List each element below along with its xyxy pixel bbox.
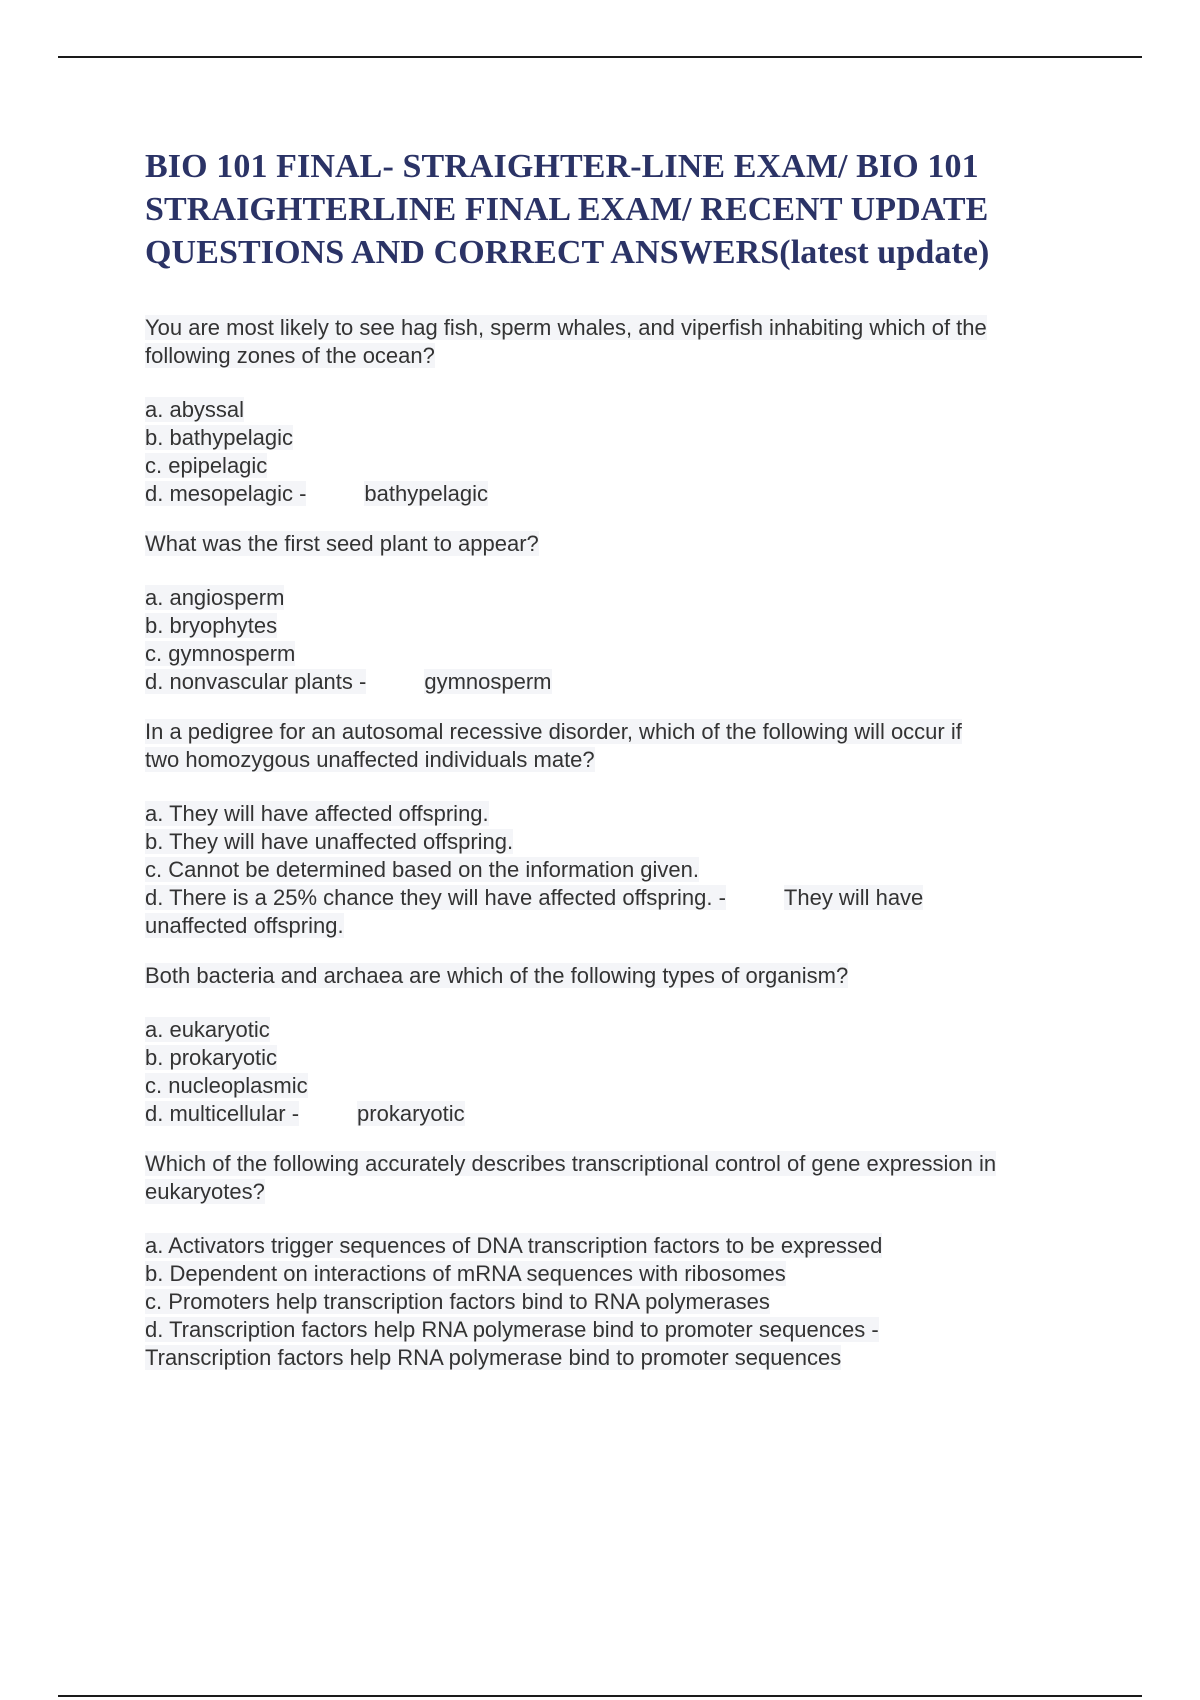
answer-option bbox=[145, 640, 1105, 668]
answer-continuation bbox=[145, 1344, 1105, 1372]
answer-continuation bbox=[145, 912, 1105, 940]
answer-option bbox=[145, 396, 1105, 424]
top-rule bbox=[58, 56, 1142, 58]
answer-option bbox=[145, 452, 1105, 480]
bottom-rule bbox=[58, 1695, 1142, 1697]
answer-option bbox=[145, 1016, 1105, 1044]
correct-answer: gymnosperm bbox=[424, 669, 552, 694]
answer-option bbox=[145, 1260, 1105, 1288]
option-text: c. Cannot be determined based on the information given. bbox=[145, 857, 700, 882]
option-text: c. epipelagic bbox=[145, 453, 268, 478]
document-title bbox=[145, 145, 1105, 274]
answer-option bbox=[145, 584, 1105, 612]
option-text: b. bathypelagic bbox=[145, 425, 293, 450]
question-line: Both bacteria and archaea are which of the following types of organism? bbox=[145, 963, 849, 988]
correct-answer-continued: Transcription factors help RNA polymerase bind to promoter sequences bbox=[145, 1345, 842, 1370]
document-body bbox=[145, 145, 1105, 1394]
option-text: b. They will have unaffected offspring. bbox=[145, 829, 514, 854]
option-text: c. Promoters help transcription factors bind to RNA polymerases bbox=[145, 1289, 770, 1314]
option-text: b. prokaryotic bbox=[145, 1045, 278, 1070]
answer-option bbox=[145, 424, 1105, 452]
answer-option bbox=[145, 1316, 1105, 1344]
question-block-1 bbox=[145, 314, 1105, 508]
question-line: Which of the following accurately describes transcriptional control of gene expression in bbox=[145, 1151, 997, 1176]
question-line: In a pedigree for an autosomal recessive disorder, which of the following will occur if bbox=[145, 719, 962, 744]
answer-option bbox=[145, 1072, 1105, 1100]
answer-option bbox=[145, 1044, 1105, 1072]
question-line: You are most likely to see hag fish, sperm whales, and viperfish inhabiting which of the bbox=[145, 315, 987, 340]
option-text: b. Dependent on interactions of mRNA sequences with ribosomes bbox=[145, 1261, 786, 1286]
title-line-2: STRAIGHTERLINE FINAL EXAM/ RECENT UPDATE bbox=[145, 191, 989, 228]
option-text: a. They will have affected offspring. bbox=[145, 801, 489, 826]
option-text: d. mesopelagic - bbox=[145, 481, 307, 506]
answer-option bbox=[145, 800, 1105, 828]
question-line: What was the first seed plant to appear? bbox=[145, 531, 539, 556]
option-text: a. angiosperm bbox=[145, 585, 285, 610]
correct-answer: prokaryotic bbox=[357, 1101, 465, 1126]
answer-option bbox=[145, 1288, 1105, 1316]
title-line-3: QUESTIONS AND CORRECT ANSWERS(latest update) bbox=[145, 234, 990, 271]
question-text bbox=[145, 962, 1105, 990]
option-text: a. abyssal bbox=[145, 397, 245, 422]
option-text: c. nucleoplasmic bbox=[145, 1073, 308, 1098]
option-text: d. multicellular - bbox=[145, 1101, 300, 1126]
option-text: a. Activators trigger sequences of DNA transcription factors to be expressed bbox=[145, 1233, 883, 1258]
question-block-2 bbox=[145, 530, 1105, 696]
correct-answer: bathypelagic bbox=[364, 481, 488, 506]
question-text bbox=[145, 718, 1105, 774]
option-text: c. gymnosperm bbox=[145, 641, 296, 666]
answer-option bbox=[145, 480, 1105, 508]
question-text bbox=[145, 530, 1105, 558]
correct-answer-continued: unaffected offspring. bbox=[145, 913, 344, 938]
answer-option bbox=[145, 1232, 1105, 1260]
answer-option bbox=[145, 1100, 1105, 1128]
question-line: eukaryotes? bbox=[145, 1179, 265, 1204]
answer-option bbox=[145, 668, 1105, 696]
question-block-5 bbox=[145, 1150, 1105, 1372]
correct-answer: They will have bbox=[783, 885, 924, 910]
question-text bbox=[145, 314, 1105, 370]
question-text bbox=[145, 1150, 1105, 1206]
question-block-4 bbox=[145, 962, 1105, 1128]
option-text: d. nonvascular plants - bbox=[145, 669, 367, 694]
answer-option bbox=[145, 828, 1105, 856]
option-text: a. eukaryotic bbox=[145, 1017, 270, 1042]
title-line-1: BIO 101 FINAL- STRAIGHTER-LINE EXAM/ BIO 101 bbox=[145, 148, 979, 185]
question-line: following zones of the ocean? bbox=[145, 343, 435, 368]
question-list bbox=[145, 314, 1105, 1372]
answer-option bbox=[145, 612, 1105, 640]
option-text: d. Transcription factors help RNA polymerase bind to promoter sequences - bbox=[145, 1317, 879, 1342]
option-text: b. bryophytes bbox=[145, 613, 278, 638]
option-text: d. There is a 25% chance they will have affected offspring. - bbox=[145, 885, 726, 910]
question-block-3 bbox=[145, 718, 1105, 940]
question-line: two homozygous unaffected individuals mate? bbox=[145, 747, 595, 772]
answer-option bbox=[145, 856, 1105, 884]
answer-option bbox=[145, 884, 1105, 912]
